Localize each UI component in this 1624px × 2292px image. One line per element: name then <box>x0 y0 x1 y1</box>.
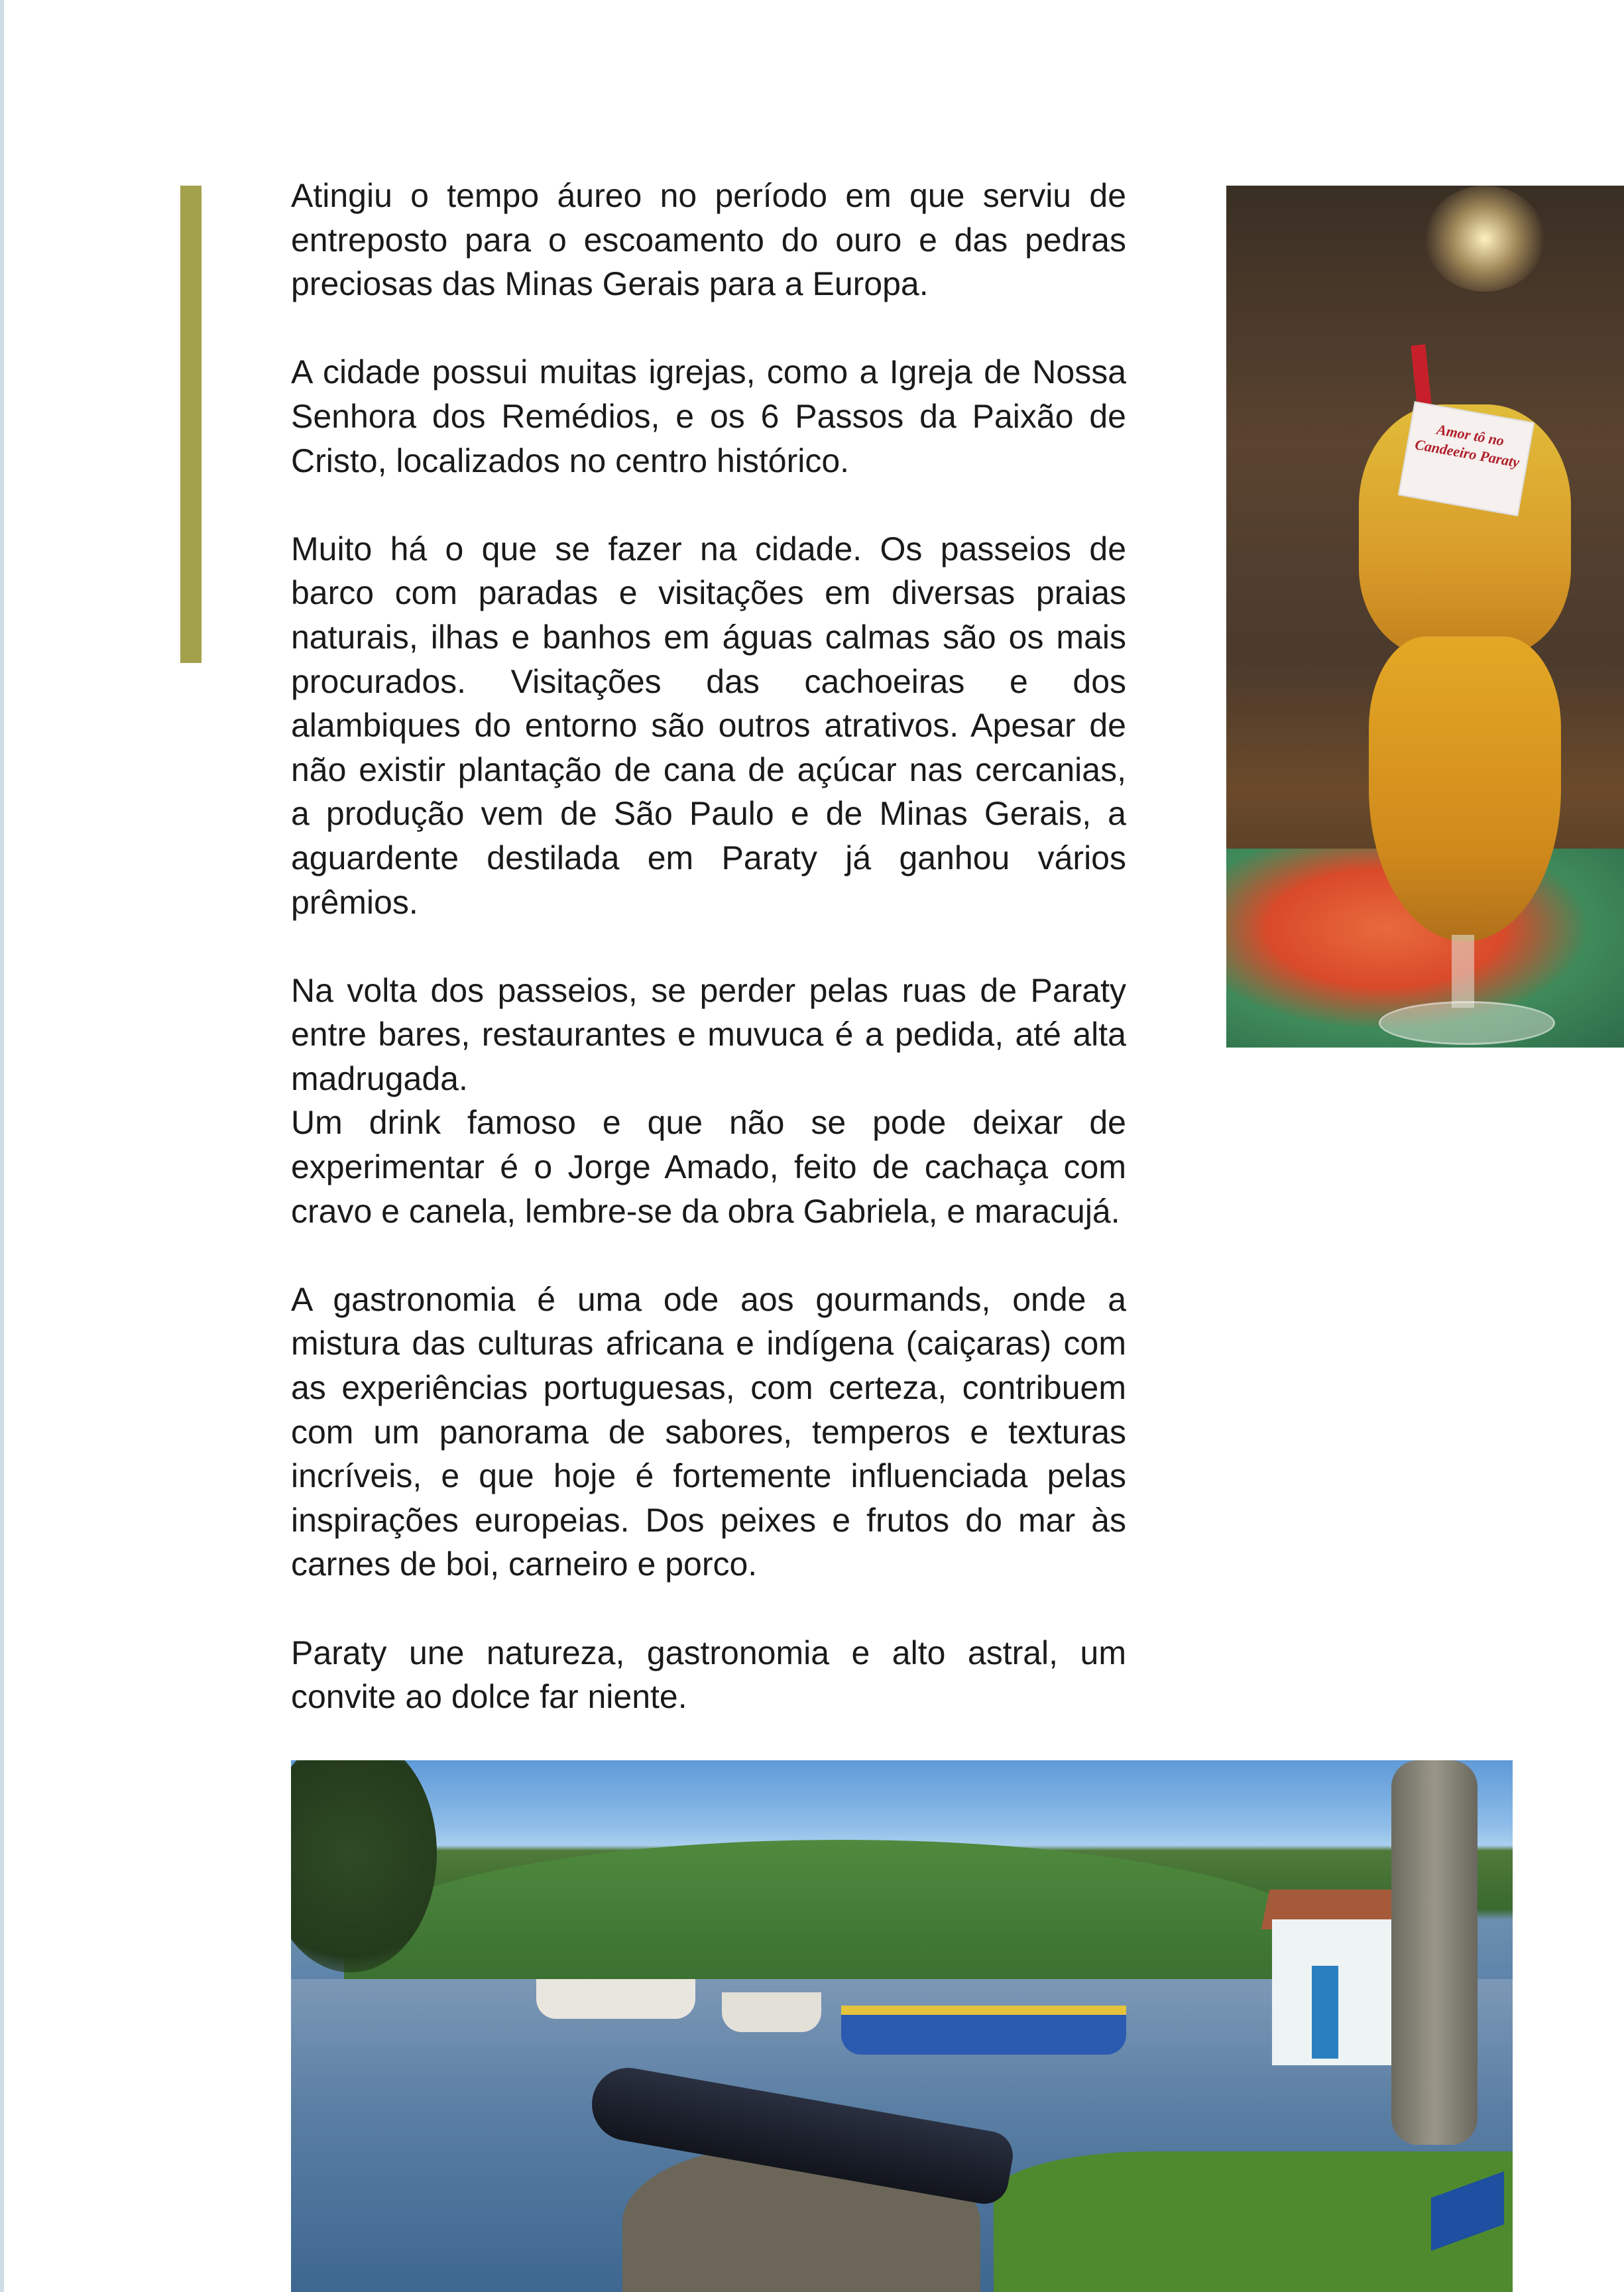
drink-photo <box>1226 186 1624 1048</box>
tree-trunk <box>1391 1760 1478 2145</box>
paragraph-closing: Paraty une natureza, gastronomia e alto astral, um convite ao dolce far niente. <box>291 1634 1126 1716</box>
paragraph-churches: A cidade possui muitas igrejas, como a Igreja de Nossa Senhora dos Remédios, e os 6 Passos da Paixão de Cristo, localizados no centro histórico. <box>291 353 1126 479</box>
glass-foot <box>1379 1001 1555 1045</box>
paragraph-gastronomy: A gastronomia é uma ode aos gourmands, onde a mistura das culturas africana e indígena (caiçaras) com as experiências portuguesas, com certeza, contribuem com um panorama de sabores, temperos e texturas incríveis, e que hoje é fortemente influenciada pelas inspirações europeias. Dos peixes e frutos do mar às carnes de boi, carneiro e porco. <box>291 1280 1126 1583</box>
boat <box>722 1992 821 2032</box>
glass-stem <box>1452 935 1474 1008</box>
paragraph-activities: Muito há o que se fazer na cidade. Os passeios de barco com paradas e visitações em diversas praias naturais, ilhas e banhos em águas calmas são os mais procurados. Visitações das cachoeiras e dos alambiques do entorno são outros atrativos. Apesar de não existir plantação de cana de açúcar nas cercanias, a produção vem de São Paulo e de Minas Gerais, a aguardente destilada em Paraty já ganhou vários prêmios. <box>291 530 1126 921</box>
paragraph-drink: Um drink famoso e que não se pode deixar de experimentar é o Jorge Amado, feito de cachaça com cravo e canela, lembre-se da obra Gabriela, e maracujá. <box>291 1104 1126 1230</box>
boat <box>536 1979 695 2019</box>
article-text <box>291 174 1126 1763</box>
accent-bar <box>180 186 202 663</box>
blue-door <box>1312 1966 1338 2059</box>
glass-bowl <box>1369 636 1561 941</box>
paragraph-nightlife: Na volta dos passeios, se perder pelas ruas de Paraty entre bares, restaurantes e muvuca é a pedida, até alta madrugada. <box>291 971 1126 1097</box>
boat <box>841 2006 1126 2055</box>
page-left-edge <box>0 0 4 2292</box>
drink-tag-text: Amor tô no Candeeiro Paraty <box>1413 420 1521 471</box>
harbor-photo <box>291 1760 1513 2292</box>
lamp-glow <box>1425 186 1544 292</box>
paragraph-gold-age: Atingiu o tempo áureo no período em que serviu de entreposto para o escoamento do ouro e das pedras preciosas das Minas Gerais para a Europa. <box>291 177 1126 303</box>
